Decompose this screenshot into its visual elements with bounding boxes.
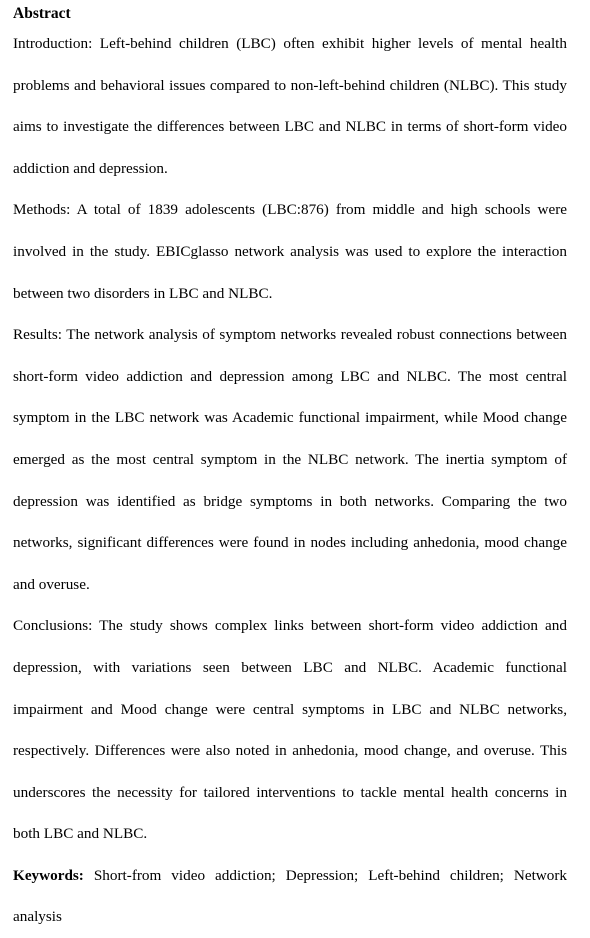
results-paragraph: Results: The network analysis of symptom networks revealed robust connections between short-form video addiction and depression among LBC and NLBC. The most central symptom in the LBC network was Academic functional impairment, while Mood change emerged as the most central symptom in the NLBC network. The inertia symptom of depression was identified as bridge symptoms in both networks. Comparing the two networks, significant differences were found in nodes including anhedonia, mood change and overuse. [13, 326, 567, 593]
keywords-paragraph [13, 855, 567, 938]
keywords-text: Short-from video addiction; Depression; Left-behind children; Network analysis [13, 866, 567, 926]
abstract-heading: Abstract [13, 5, 71, 22]
conclusions-paragraph: Conclusions: The study shows complex links between short-form video addiction and depression, with variations seen between LBC and NLBC. Academic functional impairment and Mood change were central symptoms in LBC and NLBC networks, respectively. Differences were also noted in anhedonia, mood change, and overuse. This underscores the necessity for tailored interventions to tackle mental health concerns in both LBC and NLBC. [13, 617, 567, 843]
abstract-page [13, 0, 567, 938]
methods-paragraph: Methods: A total of 1839 adolescents (LBC:876) from middle and high schools were involved in the study. EBICglasso network analysis was used to explore the interaction between two disorders in LBC and NLBC. [13, 201, 567, 302]
introduction-paragraph: Introduction: Left-behind children (LBC) often exhibit higher levels of mental health problems and behavioral issues compared to non-left-behind children (NLBC). This study aims to investigate the differences between LBC and NLBC in terms of short-form video addiction and depression. [13, 35, 567, 177]
keywords-label: Keywords: [13, 866, 84, 884]
